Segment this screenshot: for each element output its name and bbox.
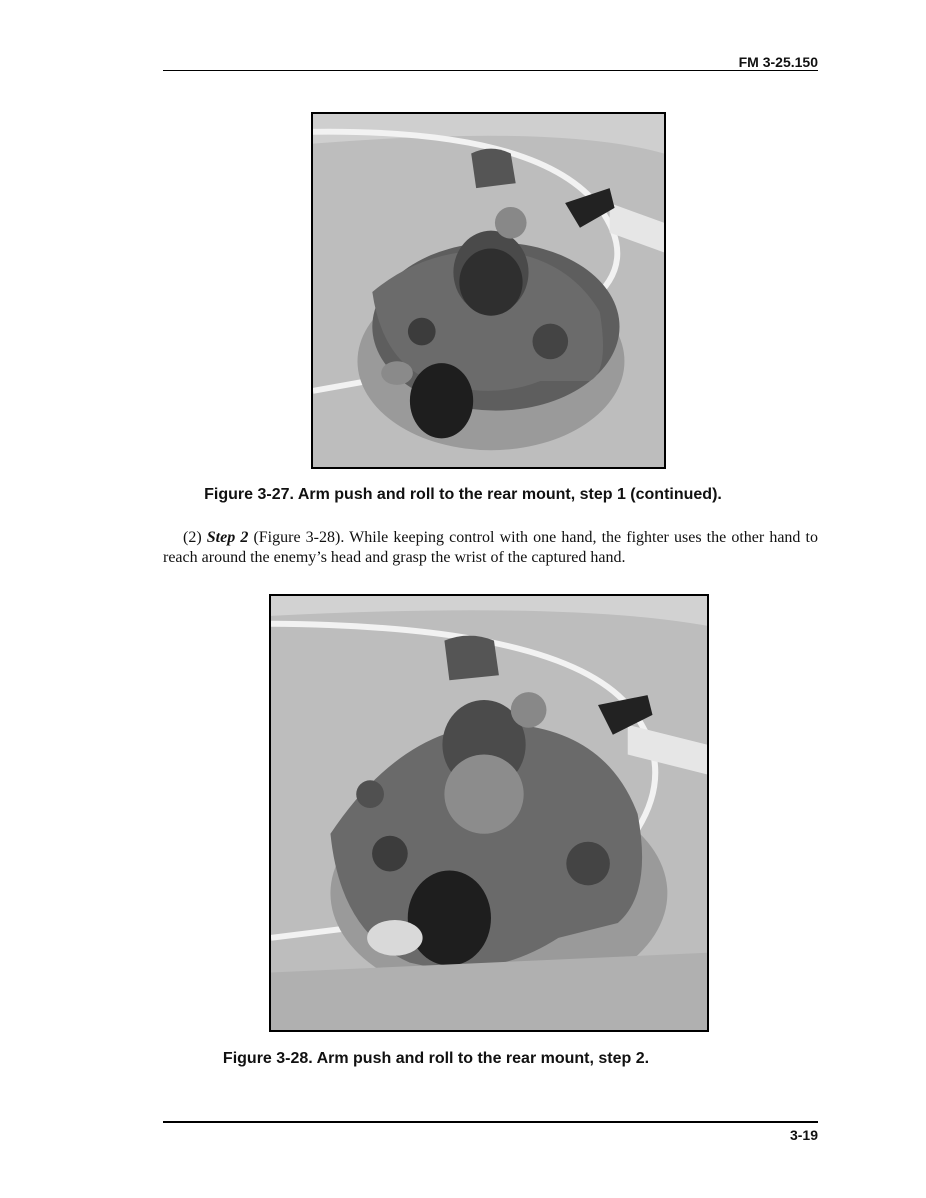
header-rule [163, 70, 818, 71]
figure-3-27-caption: Figure 3-27. Arm push and roll to the rear mount, step 1 (continued). [204, 486, 722, 503]
page-number: 3-19 [789, 1127, 818, 1143]
paragraph-number: (2) [183, 529, 202, 546]
step-label: Step 2 [206, 529, 249, 546]
paragraph-text: (Figure 3-28). While keeping control with one hand, the fighter uses the other hand to reach around the enemy’s head and grasp the wrist of the captured hand. [163, 529, 818, 566]
figure-3-27-photo [311, 112, 666, 469]
figure-3-28-caption: Figure 3-28. Arm push and roll to the rear mount, step 2. [222, 1050, 650, 1067]
document-id: FM 3-25.150 [738, 54, 818, 70]
footer-rule [163, 1121, 818, 1123]
step-paragraph [163, 528, 818, 568]
figure-3-28-photo [269, 594, 709, 1032]
